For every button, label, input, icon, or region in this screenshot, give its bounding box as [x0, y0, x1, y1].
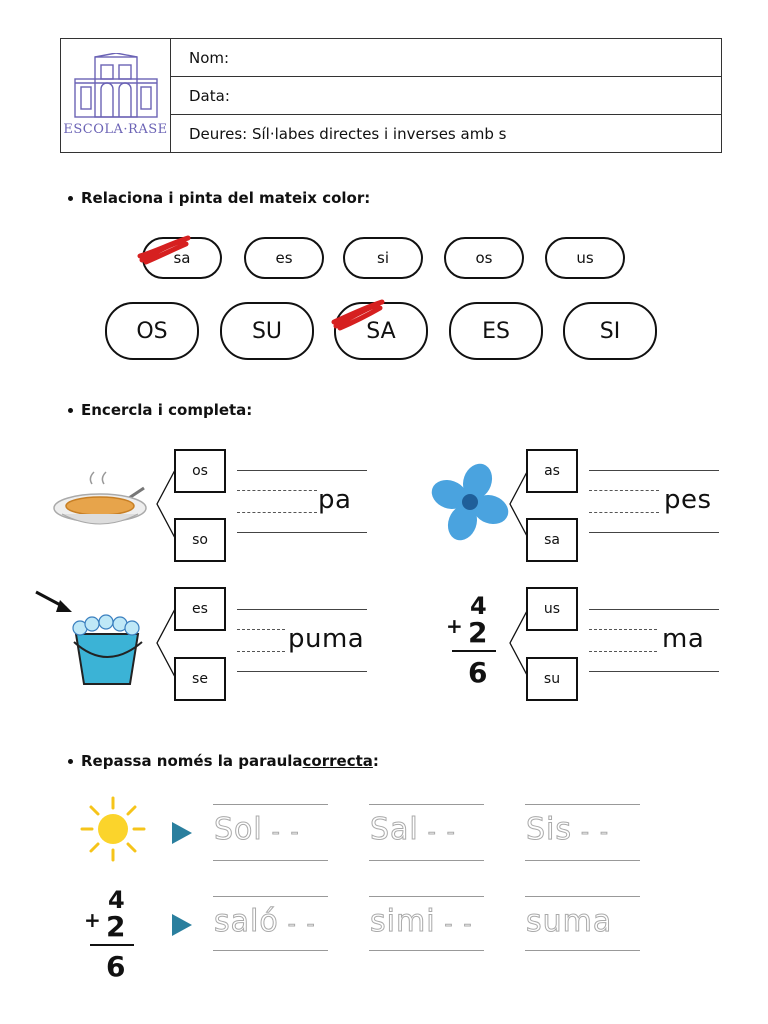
addition-operator: +: [84, 908, 101, 932]
addition-mid: 2: [106, 910, 126, 943]
option-label: as: [544, 463, 560, 479]
writing-line: [237, 671, 367, 672]
addition-operator: +: [446, 614, 463, 638]
trace-word-text: Sol: [214, 812, 263, 847]
option-label: es: [192, 601, 208, 617]
pill-label: SA: [366, 318, 396, 344]
trace-line: [213, 860, 328, 861]
date-label: Data:: [189, 86, 230, 105]
addition-top: 4: [108, 886, 125, 914]
word-ending: pes: [664, 485, 712, 515]
trace-word[interactable]: [526, 904, 612, 939]
pill-lower-4[interactable]: [444, 237, 524, 279]
section3-title-end: :: [372, 752, 379, 770]
bucket-foam-icon: [66, 612, 148, 688]
trace-word-text: saló: [214, 904, 279, 939]
trace-line: [369, 896, 484, 897]
pill-upper-4[interactable]: [449, 302, 543, 360]
writing-line: [589, 532, 719, 533]
trace-word[interactable]: saló - -: [214, 904, 317, 939]
writing-line-dashed: [589, 651, 657, 652]
addition-result: 6: [468, 656, 488, 689]
writing-line: [589, 609, 719, 610]
bullet: [68, 759, 73, 764]
trace-line: [525, 896, 640, 897]
trace-line: [369, 950, 484, 951]
fan-icon: [430, 462, 510, 542]
trace-line: [525, 950, 640, 951]
trace-line: [525, 804, 640, 805]
trace-line: [213, 950, 328, 951]
addition-result: 6: [106, 950, 126, 983]
branch-lines: [155, 468, 175, 540]
trace-line: [369, 804, 484, 805]
pill-label: OS: [136, 318, 168, 344]
bullet: [68, 408, 73, 413]
trace-word-text: Sal: [370, 812, 419, 847]
pill-lower-2[interactable]: [244, 237, 324, 279]
pill-upper-5[interactable]: [563, 302, 657, 360]
pill-label: os: [475, 249, 493, 267]
pill-lower-5[interactable]: [545, 237, 625, 279]
name-field[interactable]: [171, 39, 721, 77]
bullet: [68, 196, 73, 201]
pill-upper-2[interactable]: [220, 302, 314, 360]
logo-text: ESCOLA·RASE: [63, 122, 168, 137]
header-table: [60, 38, 722, 153]
trace-word-text: simi: [370, 904, 436, 939]
word-ending: ma: [662, 624, 705, 654]
trace-word-text: Sis: [526, 812, 573, 847]
writing-line: [589, 671, 719, 672]
writing-line-dashed: [237, 651, 285, 652]
sun-icon: [80, 796, 146, 862]
play-arrow-icon: [172, 914, 192, 936]
trace-line: [525, 860, 640, 861]
writing-line-dashed: [589, 629, 657, 630]
option-label: os: [192, 463, 208, 479]
pill-label: es: [275, 249, 293, 267]
writing-line: [237, 609, 367, 610]
section3-title-underlined: correcta: [302, 752, 373, 770]
syllable-option-box[interactable]: [526, 587, 578, 631]
writing-line-dashed: [589, 512, 659, 513]
writing-line-dashed: [589, 490, 659, 491]
writing-line: [589, 470, 719, 471]
red-mark-icon: [136, 234, 196, 268]
date-field[interactable]: [171, 77, 721, 115]
trace-word[interactable]: Sis - -: [526, 812, 610, 847]
trace-line: [369, 860, 484, 861]
section3-title: [68, 752, 379, 770]
trace-word[interactable]: Sol - -: [214, 812, 301, 847]
syllable-option-box[interactable]: [526, 449, 578, 493]
branch-lines: [508, 607, 528, 679]
branch-lines: [508, 468, 528, 540]
pill-label: sa: [173, 249, 191, 267]
writing-line-dashed: [237, 629, 285, 630]
addition-icon: [444, 594, 500, 694]
pill-lower-3[interactable]: [343, 237, 423, 279]
option-label: se: [192, 671, 208, 687]
pill-label: SU: [251, 318, 283, 344]
word-ending: puma: [288, 624, 365, 654]
school-building-icon: [71, 53, 161, 119]
red-mark-icon: [330, 298, 390, 334]
option-label: sa: [544, 532, 560, 548]
syllable-option-box[interactable]: [174, 587, 226, 631]
syllable-option-box[interactable]: [526, 657, 578, 701]
soup-bowl-icon: [52, 470, 157, 532]
pill-label: ES: [482, 318, 510, 344]
section2-title: [68, 401, 252, 419]
syllable-option-box[interactable]: [174, 657, 226, 701]
trace-word[interactable]: Sal - -: [370, 812, 457, 847]
option-label: su: [543, 671, 561, 687]
addition-icon: [82, 888, 138, 988]
play-arrow-icon: [172, 822, 192, 844]
word-ending: pa: [318, 485, 352, 515]
syllable-option-box[interactable]: [174, 518, 226, 562]
pill-label: SI: [599, 318, 621, 344]
pill-label: us: [576, 249, 594, 267]
writing-line-dashed: [237, 490, 317, 491]
section3-title-text: Repassa només la paraula: [81, 752, 303, 770]
pill-upper-1[interactable]: [105, 302, 199, 360]
section1-title-text: Relaciona i pinta del mateix color:: [81, 189, 371, 207]
trace-word[interactable]: simi - -: [370, 904, 474, 939]
name-label: Nom:: [189, 48, 230, 67]
writing-line-dashed: [237, 512, 317, 513]
option-label: so: [192, 532, 208, 548]
syllable-option-box[interactable]: [174, 449, 226, 493]
writing-line: [237, 470, 367, 471]
school-logo: [61, 39, 171, 152]
trace-line: [213, 896, 328, 897]
trace-line: [213, 804, 328, 805]
trace-word-text: suma: [526, 904, 613, 939]
branch-lines: [155, 607, 175, 679]
addition-top: 4: [470, 592, 487, 620]
section2-title-text: Encercla i completa:: [81, 401, 253, 419]
option-label: us: [543, 601, 561, 617]
section1-title: [68, 189, 370, 207]
homework-label: Deures: Síl·labes directes i inverses amb s: [189, 125, 507, 143]
writing-line: [237, 532, 367, 533]
addition-mid: 2: [468, 616, 488, 649]
syllable-option-box[interactable]: [526, 518, 578, 562]
homework-field: [171, 115, 721, 153]
pill-label: si: [377, 249, 389, 267]
